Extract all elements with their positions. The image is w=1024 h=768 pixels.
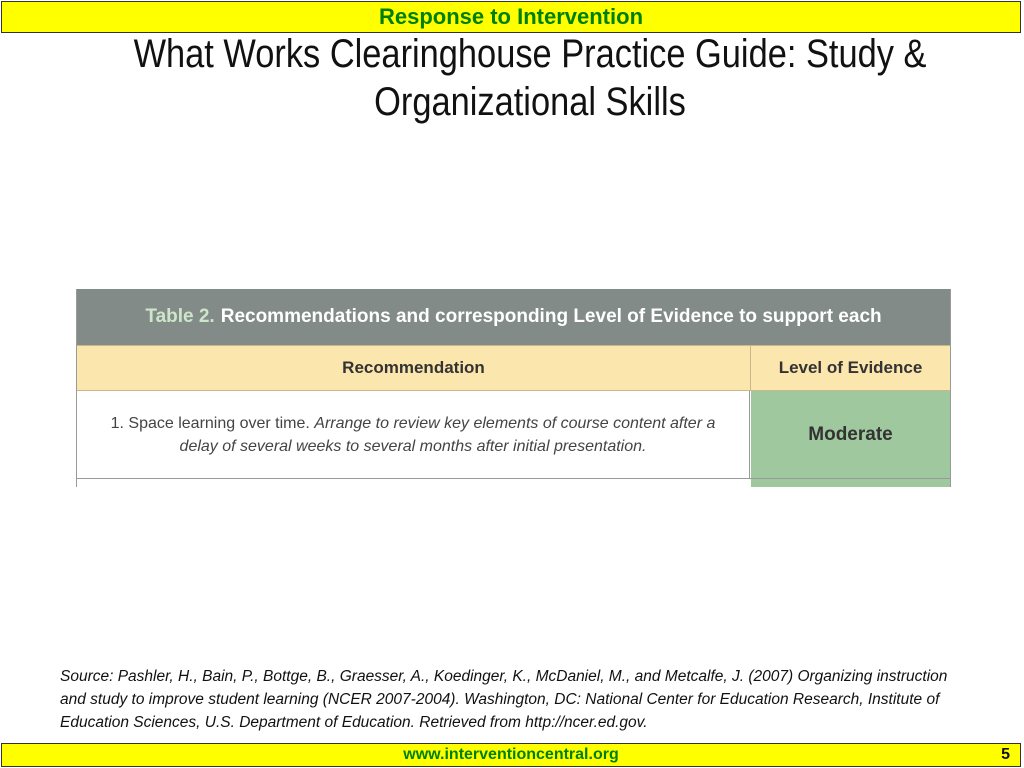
page-number: 5 <box>1001 746 1010 763</box>
header-level-of-evidence: Level of Evidence <box>778 358 923 377</box>
recommendation-detail: Arrange to review key elements of course content after a delay of several weeks to several months after initial presentation. <box>179 414 716 455</box>
table-row <box>77 391 950 479</box>
top-banner <box>1 1 1021 33</box>
table-caption-label: Table 2. <box>145 306 215 327</box>
recommendation-cell <box>77 391 750 478</box>
evidence-table <box>76 289 951 487</box>
table-caption <box>77 289 950 345</box>
banner-title: Response to Intervention <box>378 4 644 29</box>
source-citation: Source: Pashler, H., Bain, P., Bottge, B., Graesser, A., Koedinger, K., McDaniel, M., and Metcalfe, J. (2007) Organizing instruction and study to improve student learning (NCER 2007-2004). Washington, DC: National Center for Education Research, Institute of Education Sciences, U.S. Department of Education. Retrieved from http://ncer.ed.gov. <box>60 668 948 731</box>
footer-url: www.interventioncentral.org <box>403 746 619 763</box>
recommendation-lead: 1. Space learning over time. <box>110 414 310 432</box>
header-recommendation: Recommendation <box>77 346 751 390</box>
bottom-banner <box>1 743 1021 767</box>
table-caption-text: Recommendations and corresponding Level of Evidence to support each <box>220 306 882 327</box>
next-row-level-cell-partial <box>751 479 950 487</box>
table-header-row <box>77 345 950 391</box>
slide-title: What Works Clearinghouse Practice Guide: Study & Organizational Skills <box>133 32 927 124</box>
level-of-evidence-cell: Moderate <box>751 391 950 478</box>
